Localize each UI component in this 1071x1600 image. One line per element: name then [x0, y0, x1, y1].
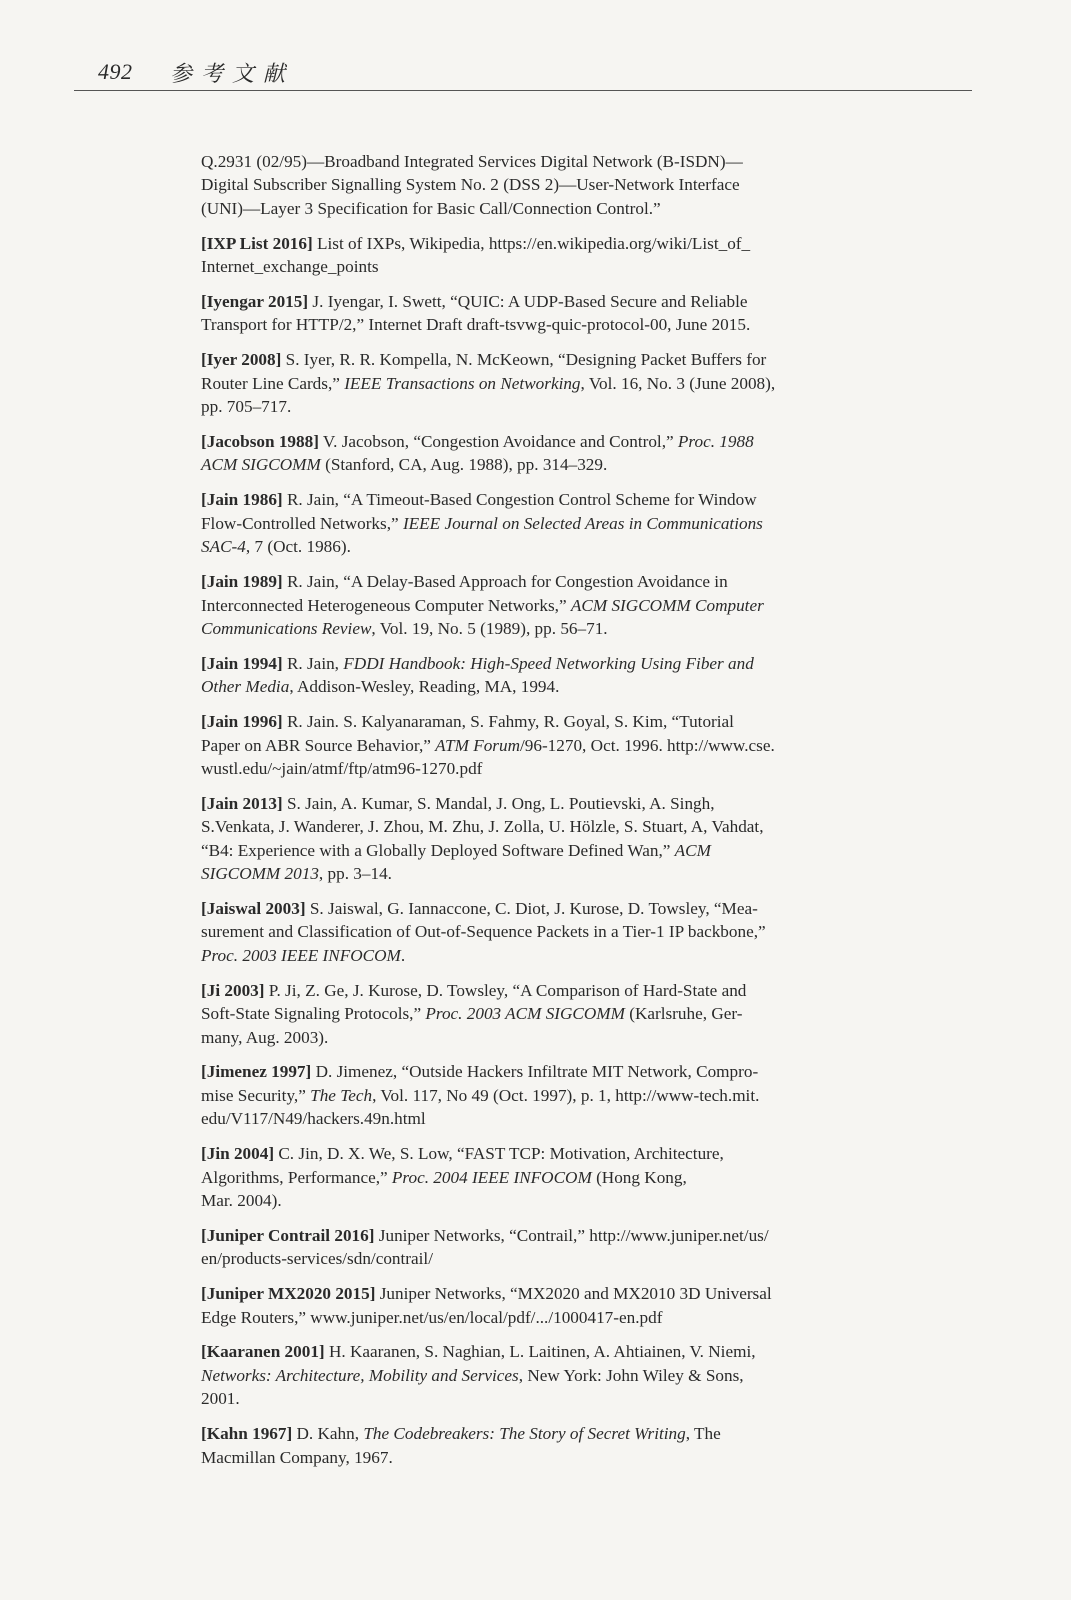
reference-entry: [201, 430, 866, 477]
reference-line: [201, 617, 866, 640]
reference-line: [201, 1446, 866, 1469]
citation-title: Proc. 2004 IEEE INFOCOM: [391, 1167, 592, 1187]
reference-entry: [201, 488, 866, 558]
citation-text: D. Jimenez, “Outside Hackers Infiltrate MIT Network, Compro-: [311, 1062, 759, 1082]
reference-line: [201, 1107, 866, 1130]
reference-line: [201, 1306, 866, 1329]
citation-title: ATM Forum: [435, 735, 520, 755]
citation-text: pp. 705–717.: [201, 397, 292, 417]
reference-line: [201, 1084, 866, 1107]
citation-text: Digital Subscriber Signalling System No. 2 (DSS 2)—User-Network Interface: [201, 175, 740, 195]
reference-line: [201, 792, 866, 815]
reference-entry: [201, 1224, 866, 1271]
citation-text: S. Jaiswal, G. Iannaccone, C. Diot, J. Kurose, D. Towsley, “Mea-: [305, 898, 758, 918]
citation-text: Router Line Cards,”: [201, 373, 345, 393]
citation-text: D. Kahn,: [292, 1424, 364, 1444]
citation-text: S. Iyer, R. R. Kompella, N. McKeown, “Designing Packet Buffers for: [281, 350, 767, 370]
reference-entry: [201, 792, 866, 886]
citation-title: IEEE Journal on Selected Areas in Communications: [402, 513, 763, 533]
reference-line: [201, 652, 866, 675]
citation-text: Mar. 2004).: [201, 1190, 282, 1210]
reference-line: [201, 395, 866, 418]
citation-text: , pp. 3–14.: [318, 864, 392, 884]
reference-entry: [201, 1340, 866, 1410]
citation-text: (UNI)—Layer 3 Specification for Basic Call/Connection Control.”: [201, 198, 661, 218]
citation-text: en/products-services/sdn/contrail/: [201, 1249, 433, 1269]
citation-text: Juniper Networks, “Contrail,” http://www.juniper.net/us/: [374, 1225, 769, 1245]
reference-line: [201, 197, 866, 220]
citation-text: wustl.edu/~jain/atmf/ftp/atm96-1270.pdf: [201, 758, 483, 778]
section-title: 参考文献: [170, 62, 295, 87]
reference-line: [201, 675, 866, 698]
reference-line: [201, 1247, 866, 1270]
citation-text: V. Jacobson, “Congestion Avoidance and Control,”: [318, 432, 678, 452]
reference-line: [201, 430, 866, 453]
reference-line: [201, 173, 866, 196]
citation-text: Soft-State Signaling Protocols,”: [201, 1004, 426, 1024]
reference-line: [201, 757, 866, 780]
citation-text: mise Security,”: [201, 1085, 311, 1105]
citation-text: many, Aug. 2003).: [201, 1027, 329, 1047]
citation-title: SIGCOMM 2013: [201, 864, 319, 884]
reference-entry: [201, 1060, 866, 1130]
citation-text: , Vol. 16, No. 3 (June 2008),: [580, 373, 776, 393]
reference-entry: [201, 570, 866, 640]
citation-key: [Jain 2013]: [201, 793, 283, 813]
reference-line: [201, 979, 866, 1002]
citation-text: , Vol. 117, No 49 (Oct. 1997), p. 1, http://www-tech.mit.: [372, 1085, 760, 1105]
citation-text: Internet_exchange_points: [201, 257, 379, 277]
reference-line: [201, 897, 866, 920]
citation-title: Proc. 2003 ACM SIGCOMM: [425, 1004, 625, 1024]
reference-line: [201, 1142, 866, 1165]
citation-text: Algorithms, Performance,”: [201, 1167, 392, 1187]
reference-line: [201, 570, 866, 593]
citation-title: ACM: [674, 840, 711, 860]
citation-text: 2001.: [201, 1389, 240, 1409]
reference-line: [201, 594, 866, 617]
reference-line: [201, 920, 866, 943]
reference-line: [201, 1387, 866, 1410]
reference-line: [201, 815, 866, 838]
reference-line: [201, 862, 866, 885]
citation-text: .: [400, 945, 406, 965]
citation-title: ACM SIGCOMM: [201, 455, 321, 475]
citation-text: Q.2931 (02/95)—Broadband Integrated Services Digital Network (B-ISDN)—: [201, 152, 743, 171]
reference-line: [201, 1224, 866, 1247]
reference-line: [201, 150, 866, 173]
citation-key: [Jin 2004]: [201, 1144, 275, 1164]
citation-title: FDDI Handbook: High-Speed Networking Using Fiber and: [343, 653, 754, 673]
reference-entry: [201, 1422, 866, 1469]
citation-title: Proc. 1988: [677, 432, 754, 452]
reference-line: [201, 1026, 866, 1049]
reference-entry: [201, 290, 866, 337]
reference-line: [201, 535, 866, 558]
citation-text: (Stanford, CA, Aug. 1988), pp. 314–329.: [320, 455, 608, 475]
reference-line: [201, 232, 866, 255]
reference-entry: [201, 1282, 866, 1329]
citation-text: R. Jain, “A Timeout-Based Congestion Control Scheme for Window: [282, 490, 757, 510]
reference-line: [201, 1189, 866, 1212]
citation-title: IEEE Transactions on Networking: [344, 373, 581, 393]
citation-key: [IXP List 2016]: [201, 233, 313, 253]
reference-line: [201, 839, 866, 862]
citation-key: [Jain 1989]: [201, 572, 283, 592]
reference-line: [201, 710, 866, 733]
reference-line: [201, 944, 866, 967]
citation-text: , The: [685, 1424, 721, 1444]
citation-title: Other Media: [201, 677, 290, 697]
citation-title: The Codebreakers: The Story of Secret Writing: [363, 1424, 686, 1444]
citation-text: R. Jain,: [282, 653, 344, 673]
reference-line: [201, 488, 866, 511]
citation-text: Interconnected Heterogeneous Computer Networks,”: [201, 595, 571, 615]
citation-key: [Juniper Contrail 2016]: [201, 1225, 375, 1245]
reference-entry: [201, 979, 866, 1049]
citation-text: Paper on ABR Source Behavior,”: [201, 735, 436, 755]
citation-key: [Jain 1996]: [201, 712, 283, 732]
page-header: [74, 56, 972, 91]
citation-title: ACM SIGCOMM Computer: [570, 595, 764, 615]
reference-line: [201, 1364, 866, 1387]
reference-list: [201, 150, 866, 1481]
citation-key: [Iyer 2008]: [201, 350, 282, 370]
reference-line: [201, 734, 866, 757]
reference-line: [201, 313, 866, 336]
citation-key: [Kaaranen 2001]: [201, 1342, 325, 1362]
citation-key: [Ji 2003]: [201, 980, 265, 1000]
citation-text: S.Venkata, J. Wanderer, J. Zhou, M. Zhu, J. Zolla, U. Hölzle, S. Stuart, A, Vahdat,: [201, 817, 764, 837]
reference-line: [201, 512, 866, 535]
citation-text: /96-1270, Oct. 1996. http://www.cse.: [520, 735, 775, 755]
citation-text: R. Jain. S. Kalyanaraman, S. Fahmy, R. Goyal, S. Kim, “Tutorial: [282, 712, 734, 732]
citation-text: Juniper Networks, “MX2020 and MX2010 3D Universal: [375, 1284, 772, 1304]
reference-line: [201, 1422, 866, 1445]
reference-entry: [201, 150, 866, 220]
citation-text: , New York: John Wiley & Sons,: [518, 1365, 744, 1385]
reference-line: [201, 1282, 866, 1305]
citation-key: [Jaiswal 2003]: [201, 898, 306, 918]
citation-text: P. Ji, Z. Ge, J. Kurose, D. Towsley, “A Comparison of Hard-State and: [264, 980, 747, 1000]
citation-text: , Vol. 19, No. 5 (1989), pp. 56–71.: [371, 618, 608, 638]
citation-text: H. Kaaranen, S. Naghian, L. Laitinen, A. Ahtiainen, V. Niemi,: [324, 1342, 756, 1362]
citation-title: The Tech: [310, 1085, 373, 1105]
citation-title: Proc. 2003 IEEE INFOCOM: [201, 945, 401, 965]
reference-entry: [201, 710, 866, 780]
citation-text: “B4: Experience with a Globally Deployed Software Defined Wan,”: [201, 840, 675, 860]
citation-title: Communications Review: [201, 618, 372, 638]
reference-entry: [201, 652, 866, 699]
citation-key: [Kahn 1967]: [201, 1424, 293, 1444]
citation-text: S. Jain, A. Kumar, S. Mandal, J. Ong, L. Poutievski, A. Singh,: [282, 793, 715, 813]
reference-line: [201, 453, 866, 476]
reference-line: [201, 1002, 866, 1025]
citation-text: J. Iyengar, I. Swett, “QUIC: A UDP-Based Secure and Reliable: [308, 292, 748, 312]
reference-line: [201, 1060, 866, 1083]
citation-key: [Jimenez 1997]: [201, 1062, 312, 1082]
citation-text: edu/V117/N49/hackers.49n.html: [201, 1109, 426, 1129]
reference-entry: [201, 897, 866, 967]
citation-text: (Karlsruhe, Ger-: [624, 1004, 743, 1024]
citation-text: , Addison-Wesley, Reading, MA, 1994.: [289, 677, 560, 697]
reference-entry: [201, 1142, 866, 1212]
citation-title: SAC-4: [201, 537, 246, 557]
citation-text: Macmillan Company, 1967.: [201, 1447, 393, 1467]
citation-text: surement and Classification of Out-of-Sequence Packets in a Tier-1 IP backbone,”: [201, 922, 766, 942]
citation-key: [Jain 1994]: [201, 653, 283, 673]
reference-line: [201, 372, 866, 395]
citation-text: (Hong Kong,: [591, 1167, 687, 1187]
citation-text: R. Jain, “A Delay-Based Approach for Congestion Avoidance in: [282, 572, 728, 592]
reference-line: [201, 348, 866, 371]
citation-text: Transport for HTTP/2,” Internet Draft draft-tsvwg-quic-protocol-00, June 2015.: [201, 315, 751, 335]
reference-line: [201, 290, 866, 313]
citation-key: [Jacobson 1988]: [201, 432, 319, 452]
citation-text: Edge Routers,” www.juniper.net/us/en/local/pdf/.../1000417-en.pdf: [201, 1307, 663, 1327]
reference-entry: [201, 232, 866, 279]
citation-key: [Iyengar 2015]: [201, 292, 309, 312]
citation-key: [Jain 1986]: [201, 490, 283, 510]
citation-text: C. Jin, D. X. We, S. Low, “FAST TCP: Motivation, Architecture,: [274, 1144, 724, 1164]
citation-text: List of IXPs, Wikipedia, https://en.wikipedia.org/wiki/List_of_: [312, 233, 751, 253]
reference-line: [201, 1166, 866, 1189]
reference-line: [201, 255, 866, 278]
reference-line: [201, 1340, 866, 1363]
citation-key: [Juniper MX2020 2015]: [201, 1284, 376, 1304]
page-number: 492: [98, 59, 133, 84]
citation-text: Flow-Controlled Networks,”: [201, 513, 403, 533]
citation-text: , 7 (Oct. 1986).: [245, 537, 351, 557]
reference-entry: [201, 348, 866, 418]
citation-title: Networks: Architecture, Mobility and Services: [201, 1365, 519, 1385]
